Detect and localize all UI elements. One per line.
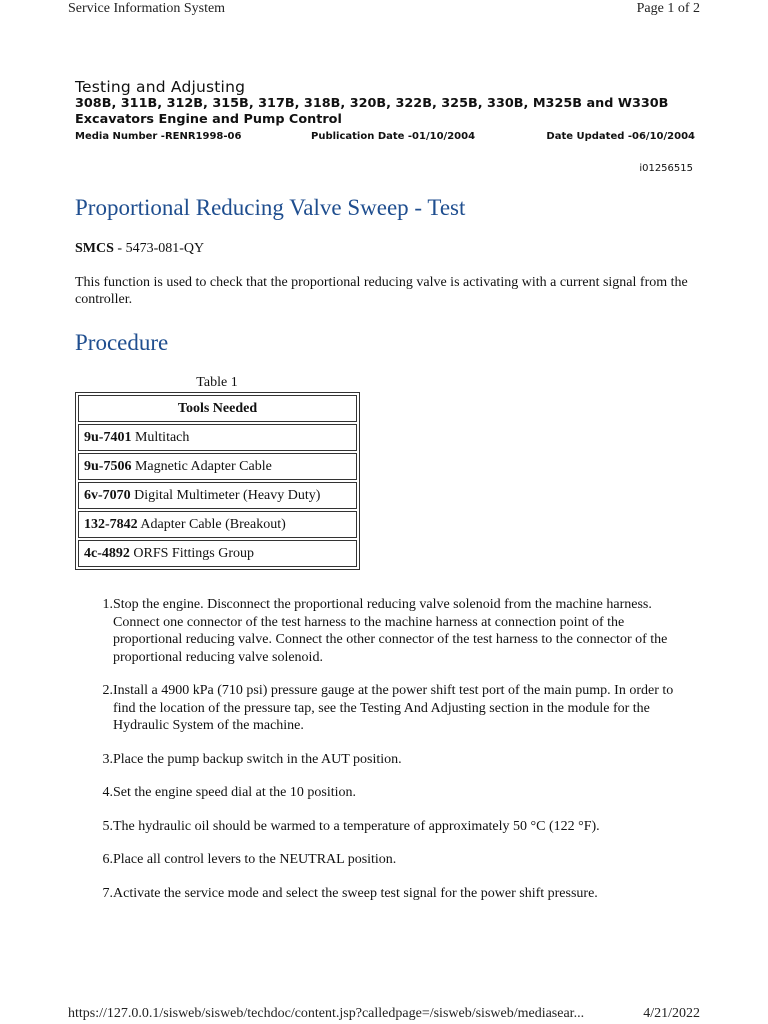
list-item <box>75 885 695 903</box>
list-item <box>75 751 695 769</box>
list-item <box>75 784 695 802</box>
step-text: Place all control levers to the NEUTRAL position. <box>113 852 397 867</box>
list-item <box>75 596 695 666</box>
step-text: Set the engine speed dial at the 10 position. <box>113 785 357 800</box>
table-row <box>78 511 357 538</box>
intro-paragraph: This function is used to check that the proportional reducing valve is activating with a current signal from the controller. <box>75 275 688 307</box>
step-number: 2. <box>102 683 113 698</box>
list-item <box>75 682 695 735</box>
smcs-value: - 5473-081-QY <box>113 241 205 256</box>
tool-part-number: 9u-7506 <box>84 458 132 474</box>
tools-table <box>75 392 360 570</box>
step-number: 4. <box>102 785 113 800</box>
print-header <box>68 1 700 17</box>
table-row <box>78 424 357 451</box>
document-models: 308B, 311B, 312B, 315B, 317B, 318B, 320B, 322B, 325B, 330B, M325B and W330B <box>75 96 669 111</box>
step-number: 5. <box>102 818 113 834</box>
step-number: 3. <box>102 751 113 767</box>
step-text: Stop the engine. Disconnect the proportional reducing valve solenoid from the machine harness. Connect one connector of the test harness to the machine harness at connection point of the proportional reducing valve. Connect the other connector of the test harness to the connector of the proportional reducing valve solenoid. <box>113 597 668 665</box>
step-number: 6. <box>102 852 113 867</box>
footer-date: 4/21/2022 <box>643 1006 700 1021</box>
print-header-page-number: Page 1 of 2 <box>636 1 700 16</box>
list-item <box>75 851 695 869</box>
smcs-label: SMCS <box>75 241 114 256</box>
tool-part-number: 9u-7401 <box>84 429 132 445</box>
procedure-heading: Procedure <box>75 330 169 355</box>
table-caption: Table 1 <box>196 375 238 390</box>
tool-part-number: 4c-4892 <box>84 545 130 561</box>
tool-description: Magnetic Adapter Cable <box>131 458 272 474</box>
publication-date: Publication Date -01/10/2004 <box>311 131 476 142</box>
tool-part-number: 132-7842 <box>84 516 138 532</box>
tools-table-header: Tools Needed <box>78 395 357 422</box>
tool-description: Digital Multimeter (Heavy Duty) <box>130 487 321 503</box>
step-number: 7. <box>102 885 113 901</box>
tool-description: Multitach <box>131 429 190 445</box>
print-header-system: Service Information System <box>68 1 226 16</box>
table-row <box>78 482 357 509</box>
step-text: Install a 4900 kPa (710 psi) pressure gauge at the power shift test port of the main pump. In order to find the location of the pressure tap, see the Testing And Adjusting section in the module for the Hydraulic System of the machine. <box>113 683 674 733</box>
table-row <box>78 540 357 567</box>
step-text: Activate the service mode and select the sweep test signal for the power shift pressure. <box>113 885 598 901</box>
page-title: Proportional Reducing Valve Sweep - Test <box>75 195 466 220</box>
step-text: The hydraulic oil should be warmed to a temperature of approximately 50 °C (122 °F). <box>113 818 600 834</box>
document-section: Testing and Adjusting <box>75 78 246 96</box>
list-item <box>75 818 695 836</box>
smcs-code <box>75 241 204 257</box>
procedure-steps <box>75 596 695 918</box>
document-subtitle: Excavators Engine and Pump Control <box>75 112 342 127</box>
tools-table-header-row <box>78 395 357 422</box>
document-meta <box>75 131 695 142</box>
document-id: i01256515 <box>639 163 693 174</box>
step-number: 1. <box>102 597 113 612</box>
step-text: Place the pump backup switch in the AUT position. <box>113 751 402 767</box>
tool-description: Adapter Cable (Breakout) <box>137 516 286 532</box>
tool-description: ORFS Fittings Group <box>129 545 254 561</box>
media-number: Media Number -RENR1998-06 <box>75 131 242 142</box>
date-updated: Date Updated -06/10/2004 <box>546 131 695 142</box>
tool-part-number: 6v-7070 <box>84 487 131 503</box>
footer-url: https://127.0.0.1/sisweb/sisweb/techdoc/content.jsp?calledpage=/sisweb/sisweb/mediasear... <box>68 1006 585 1021</box>
table-row <box>78 453 357 480</box>
document-header <box>75 78 695 142</box>
print-footer <box>68 1006 700 1022</box>
